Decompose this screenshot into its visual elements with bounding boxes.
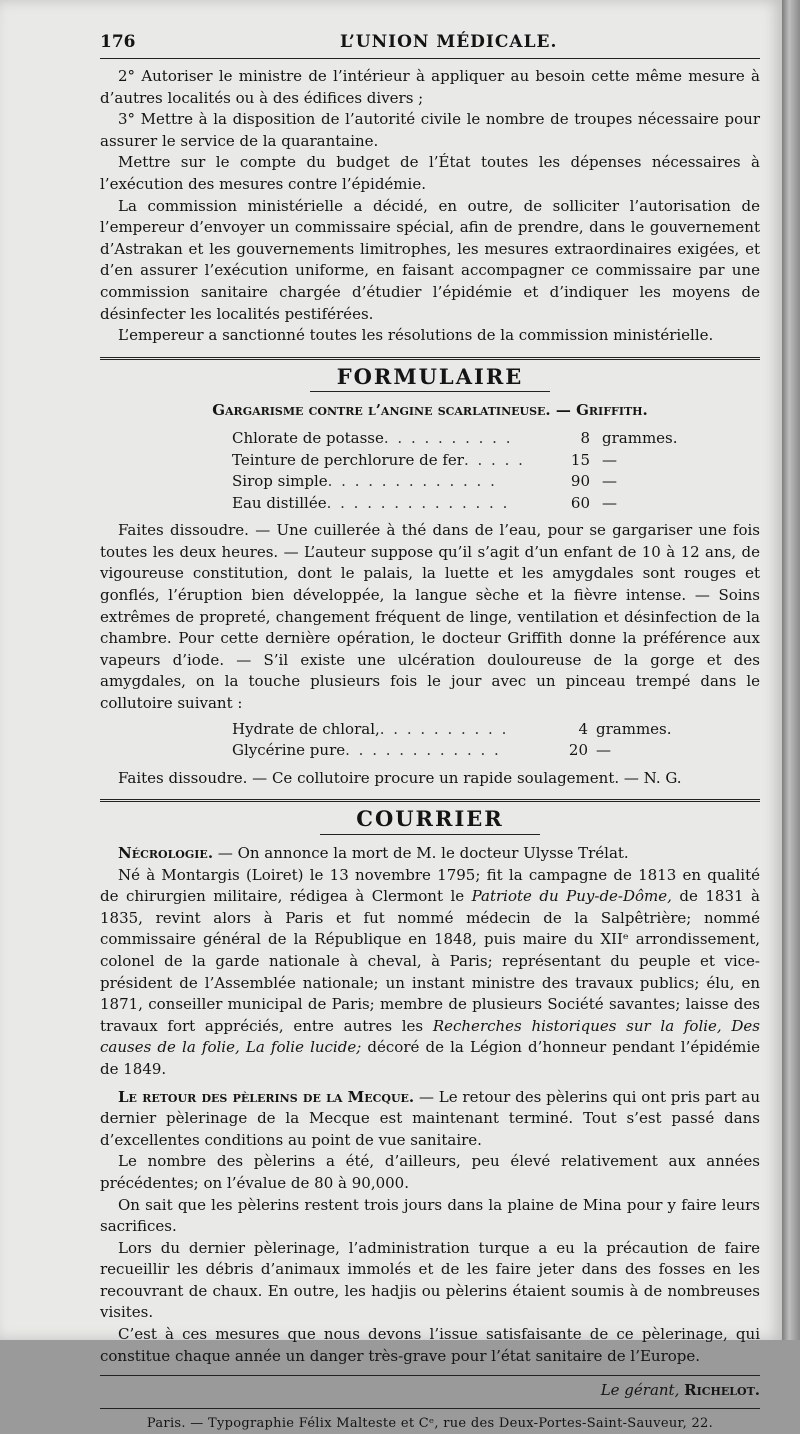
ingredient-name: Chlorate de potasse [232, 428, 384, 447]
ingredient-name: Eau distillée [232, 493, 327, 512]
ingredient-list [100, 428, 760, 514]
leader-dots: . . . . . . . . . . . . . [327, 472, 497, 491]
bio-text: décoré de la Légion d’honneur pendant l’épidémie de 1849. [100, 1038, 761, 1078]
ingredient-name: Hydrate de chloral, [232, 719, 380, 738]
pelerins-paragraph [100, 1087, 760, 1152]
courrier-heading: COURRIER [356, 806, 504, 832]
ingredient-row [232, 428, 702, 450]
ingredient-row [232, 740, 692, 762]
ingredient-row [232, 493, 702, 515]
intro-paragraph: Mettre sur le compte du budget de l’État toutes les dépenses nécessaires à l’exécution des mesures contre l’épidémie. [100, 153, 760, 193]
page-header [100, 28, 760, 58]
leader-dots: . . . . . . . . . . [379, 719, 509, 738]
ingredient-unit: grammes. [602, 428, 678, 447]
page-number: 176 [100, 32, 136, 52]
pelerins-label: Le retour des pèlerins de la Mecque. [118, 1087, 415, 1106]
leader-dots: . . . . . . . . . . . . . . [326, 493, 510, 512]
courrier-paragraph: C’est à ces mesures que nous devons l’issue satisfaisante de ce pèlerinage, qui constitue chaque année un danger très-grave pour l’état sanitaire de l’Europe. [100, 1325, 760, 1365]
intro-paragraph: L’empereur a sanctionné toutes les résolutions de la commission ministérielle. [118, 326, 714, 345]
pelerins-text: — Le retour des pèlerins qui ont pris part au dernier pèlerinage de la Mecque est maintenant terminé. Tout s’est passé dans d’excellentes conditions au point de vue sanitaire. [100, 1087, 761, 1149]
bio-text: Né à Montargis (Loiret) le 13 novembre 1795; fit la campagne de 1813 en qualité de chirurgien militaire, rédigea à Clermont le [100, 865, 760, 906]
necrologie-label: Nécrologie. [118, 844, 214, 862]
signature-rule [100, 1375, 760, 1376]
ingredient-qty: 60 [570, 493, 590, 512]
courrier-paragraph: Lors du dernier pèlerinage, l’administration turque a eu la précaution de faire recueillir les débris d’animaux immolés et de les faire jeter dans des fosses en les recouvrant de chaux. En outre, les hadjis ou pèlerins étaient soumis à de nombreuses visites. [100, 1238, 760, 1322]
ingredient-row [232, 471, 702, 493]
necrologie-text: — On annonce la mort de M. le docteur Ulysse Trélat. [213, 844, 629, 862]
leader-dots: . . . . . [463, 450, 525, 469]
bio-works-italic: Recherches historiques sur la folie, Des causes de la folie, La folie lucide; [100, 1016, 761, 1057]
ingredient-list-2 [100, 719, 760, 762]
ingredient-row [232, 450, 702, 472]
leader-dots: . . . . . . . . . . [383, 428, 513, 447]
signature-name: Richelot. [684, 1381, 760, 1400]
biography-paragraph [100, 865, 760, 1081]
ingredient-unit: — [602, 450, 617, 469]
intro-paragraph: 3° Mettre à la disposition de l’autorité civile le nombre de troupes nécessaire pour assurer le service de la quarantaine. [100, 110, 760, 150]
ingredient-qty: 90 [570, 472, 590, 491]
recipe-closing: Faites dissoudre. — Ce collutoire procure un rapide soulagement. — N. G. [118, 768, 682, 787]
ingredient-name: Sirop simple [232, 472, 328, 491]
section-divider [100, 357, 760, 360]
ingredient-name: Teinture de perchlorure de fer [232, 450, 464, 469]
bio-title-italic: Patriote du Puy-de-Dôme, [471, 887, 672, 906]
page-edge [782, 0, 800, 1340]
heading-underline [310, 391, 550, 392]
heading-underline [320, 834, 540, 835]
ingredient-qty: 4 [578, 719, 588, 738]
courrier-paragraph: On sait que les pèlerins restent trois jours dans la plaine de Mina pour y faire leurs sacrifices. [100, 1195, 760, 1236]
ingredient-unit: — [602, 493, 617, 512]
signature-prefix: Le gérant, [600, 1381, 680, 1400]
recipe-title: Gargarisme contre l’angine scarlatineuse. — Griffith. [212, 401, 648, 420]
running-title: L’UNION MÉDICALE. [340, 32, 558, 52]
page-body [100, 66, 760, 1434]
ingredient-name: Glycérine pure [232, 741, 346, 760]
intro-paragraph: La commission ministérielle a décidé, en outre, de solliciter l’autorisation de l’empereur d’envoyer un commissaire spécial, afin de prendre, dans le gouvernement d’Astrakan et les gouvernements limitrophes, les mesures extraordinaires exigées, et d’en assurer l’exécution uniforme, en faisant accompagner ce commissaire par une commission sanitaire chargée d’étudier l’épidémie et d’indiquer les moyens de désinfecter les localités pestiférées. [100, 196, 760, 323]
necrologie-paragraph [100, 843, 760, 865]
signature [100, 1380, 760, 1402]
ingredient-unit: grammes. [596, 719, 672, 738]
ingredient-unit: — [596, 741, 611, 760]
recipe-instructions: Faites dissoudre. — Une cuillerée à thé dans de l’eau, pour se gargariser une fois toutes les deux heures. — L’auteur suppose qu’il s’agit d’un enfant de 10 à 12 ans, de vigoureuse constitution, dont le palais, la luette et les amygdales sont rouges et gonflés, l’éruption bien développée, la langue sèche et la fièvre intense. — Soins extrêmes de propreté, changement fréquent de linge, ventilation et désinfection de la chambre. Pour cette dernière opération, le docteur Griffith donne la préférence aux vapeurs d’iode. — S’il existe une ulcération douloureuse de la gorge et des amygdales, on la touche plusieurs fois le jour avec un pinceau trempé dans le collutoire suivant : [100, 521, 760, 713]
formulaire-heading: FORMULAIRE [336, 363, 524, 389]
ingredient-qty: 20 [568, 741, 588, 760]
printer-imprint: Paris. — Typographie Félix Malteste et Cᵉ, rue des Deux-Portes-Saint-Sauveur, 22. [146, 1415, 714, 1431]
footer-rule [100, 1408, 760, 1409]
ingredient-row [232, 719, 692, 741]
bio-text: de 1831 à 1835, revint alors à Paris et fut nommé médecin de la Salpêtrière; nommé commissaire général de la République en 1848, puis maire du XIIᵉ arrondissement, colonel de la garde nationale à cheval, à Paris; représentant du peuple et vice-président de l’Assemblée nationale; un instant ministre des travaux publics; élu, en 1871, conseiller municipal de Paris; membre de plusieurs Société savantes; laisse des travaux fort appréciés, entre autres les [100, 887, 760, 1035]
intro-paragraph: 2° Autoriser le ministre de l’intérieur à appliquer au besoin cette même mesure à d’autres localités ou à des édifices divers ; [100, 67, 760, 107]
section-divider [100, 799, 760, 802]
courrier-paragraph: Le nombre des pèlerins a été, d’ailleurs, peu élevé relativement aux années précédentes; on l’évalue de 80 à 90,000. [100, 1152, 760, 1192]
leader-dots: . . . . . . . . . . . . [345, 741, 501, 760]
ingredient-unit: — [602, 472, 617, 491]
ingredient-qty: 15 [570, 450, 590, 469]
ingredient-qty: 8 [580, 428, 590, 447]
header-rule [100, 58, 760, 59]
